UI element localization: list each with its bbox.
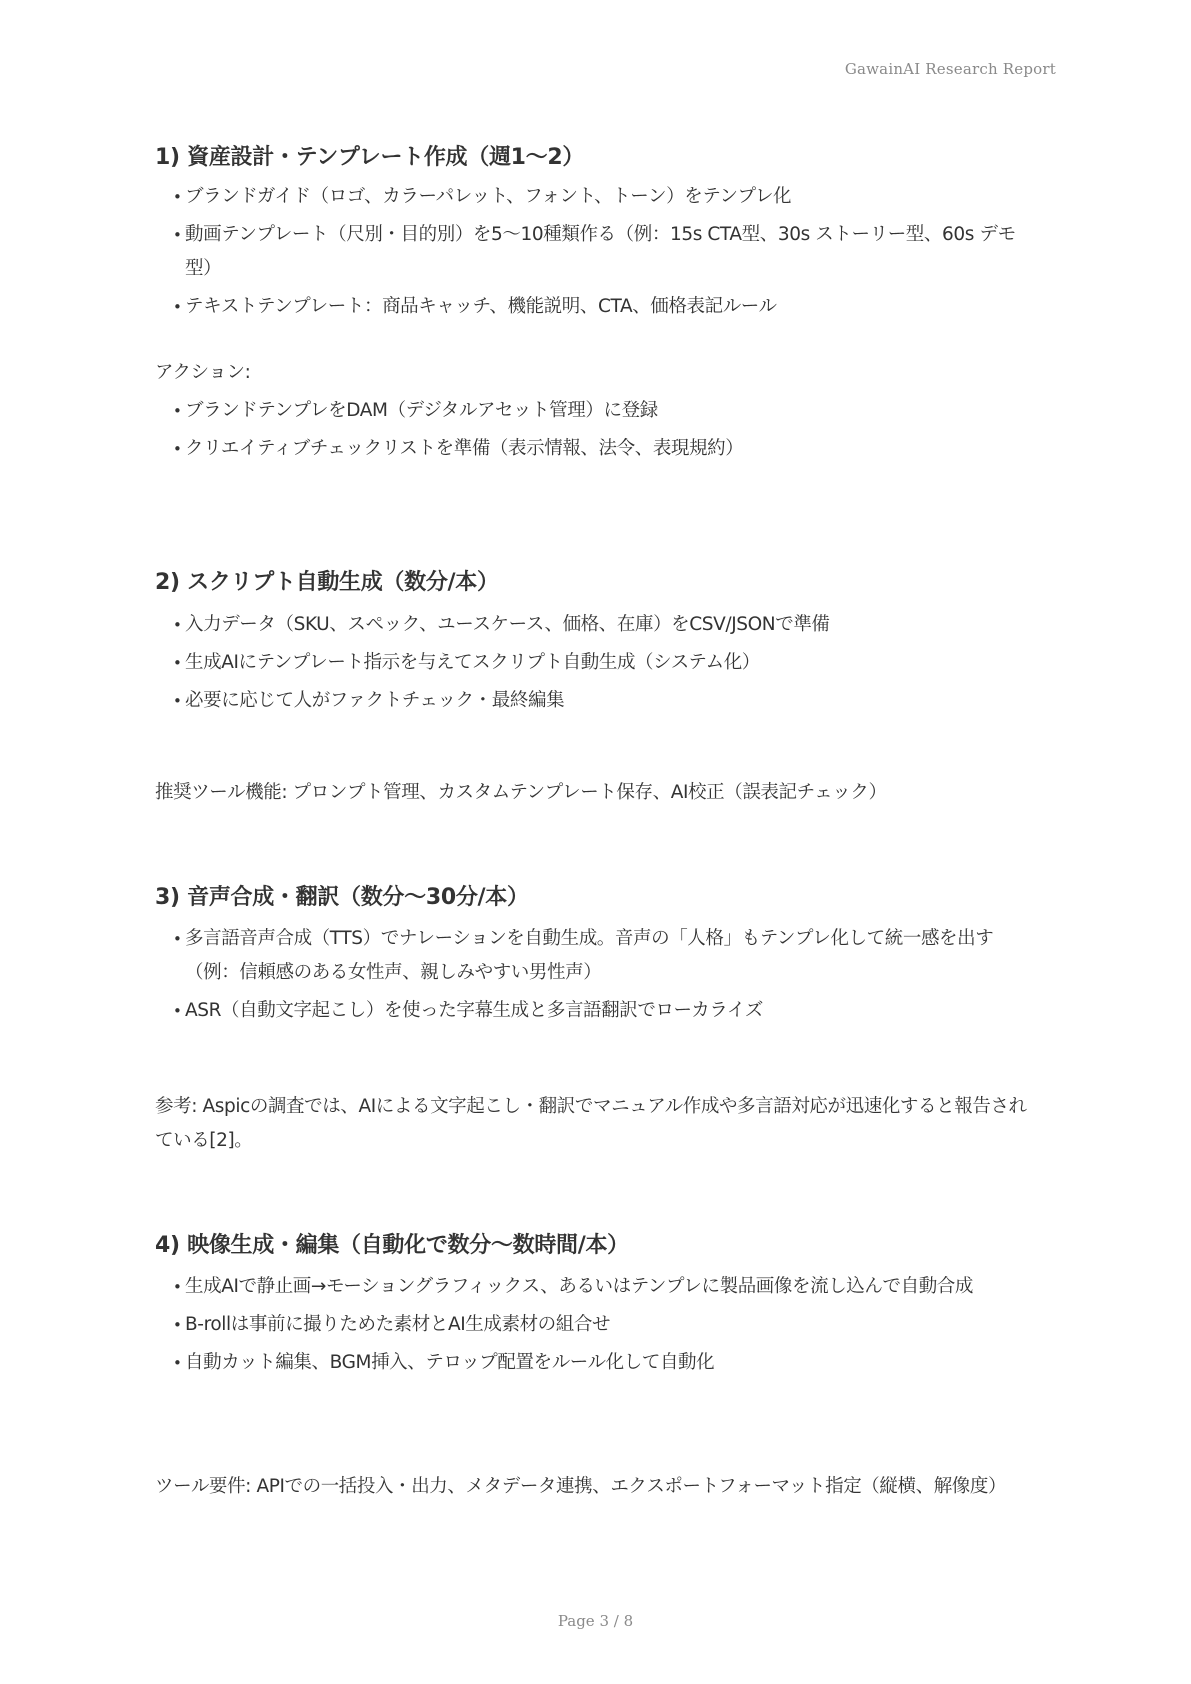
list-item: • B-rollは事前に撮りためた素材とAI生成素材の組合せ [173, 1308, 1023, 1342]
section-heading-4: 4) 映像生成・編集（自動化で数分〜数時間/本） [155, 1233, 629, 1258]
section-4-note: ツール要件: APIでの一括投入・出力、メタデータ連携、エクスポートフォーマット指定（縦横、解像度） [155, 1476, 1007, 1497]
section-3-bullets [173, 922, 1023, 1032]
list-item: • ブランドガイド（ロゴ、カラーパレット、フォント、トーン）をテンプレ化 [173, 180, 1023, 214]
list-item: • ブランドテンプレをDAM（デジタルアセット管理）に登録 [173, 394, 1023, 428]
section-3-note: 参考: Aspicの調査では、AIによる文字起こし・翻訳でマニュアル作成や多言語対応が迅速化すると報告されている[2]。 [155, 1096, 1027, 1151]
section-heading-1: 1) 資産設計・テンプレート作成（週1〜2） [155, 145, 585, 170]
page-number: Page 3 / 8 [557, 1612, 634, 1630]
list-item: • 生成AIにテンプレート指示を与えてスクリプト自動生成（システム化） [173, 646, 1023, 680]
list-item: • テキストテンプレート：商品キャッチ、機能説明、CTA、価格表記ルール [173, 290, 1023, 324]
list-item: • 必要に応じて人がファクトチェック・最終編集 [173, 684, 1023, 718]
list-item: • 動画テンプレート（尺別・目的別）を5〜10種類作る（例：15s CTA型、30s ストーリー型、60s デモ型） [173, 218, 1023, 286]
section-1-bullets [173, 180, 1023, 328]
action-label: アクション: [155, 362, 251, 383]
list-item: • クリエイティブチェックリストを準備（表示情報、法令、表現規約） [173, 432, 1023, 466]
section-heading-2: 2) スクリプト自動生成（数分/本） [155, 570, 499, 595]
list-item: • 自動カット編集、BGM挿入、テロップ配置をルール化して自動化 [173, 1346, 1023, 1380]
running-header: GawainAI Research Report [844, 60, 1056, 78]
section-4-bullets [173, 1270, 1023, 1384]
section-1-action-bullets [173, 394, 1023, 470]
list-item: • ASR（自動文字起こし）を使った字幕生成と多言語翻訳でローカライズ [173, 994, 1023, 1028]
list-item: • 多言語音声合成（TTS）でナレーションを自動生成。音声の「人格」もテンプレ化して統一感を出す（例：信頼感のある女性声、親しみやすい男性声） [173, 922, 1023, 990]
list-item: • 生成AIで静止画→モーショングラフィックス、あるいはテンプレに製品画像を流し込んで自動合成 [173, 1270, 1023, 1304]
list-item: • 入力データ（SKU、スペック、ユースケース、価格、在庫）をCSV/JSONで準備 [173, 608, 1023, 642]
section-2-bullets [173, 608, 1023, 722]
section-heading-3: 3) 音声合成・翻訳（数分〜30分/本） [155, 885, 529, 910]
section-2-note: 推奨ツール機能: プロンプト管理、カスタムテンプレート保存、AI校正（誤表記チェック） [155, 782, 887, 803]
